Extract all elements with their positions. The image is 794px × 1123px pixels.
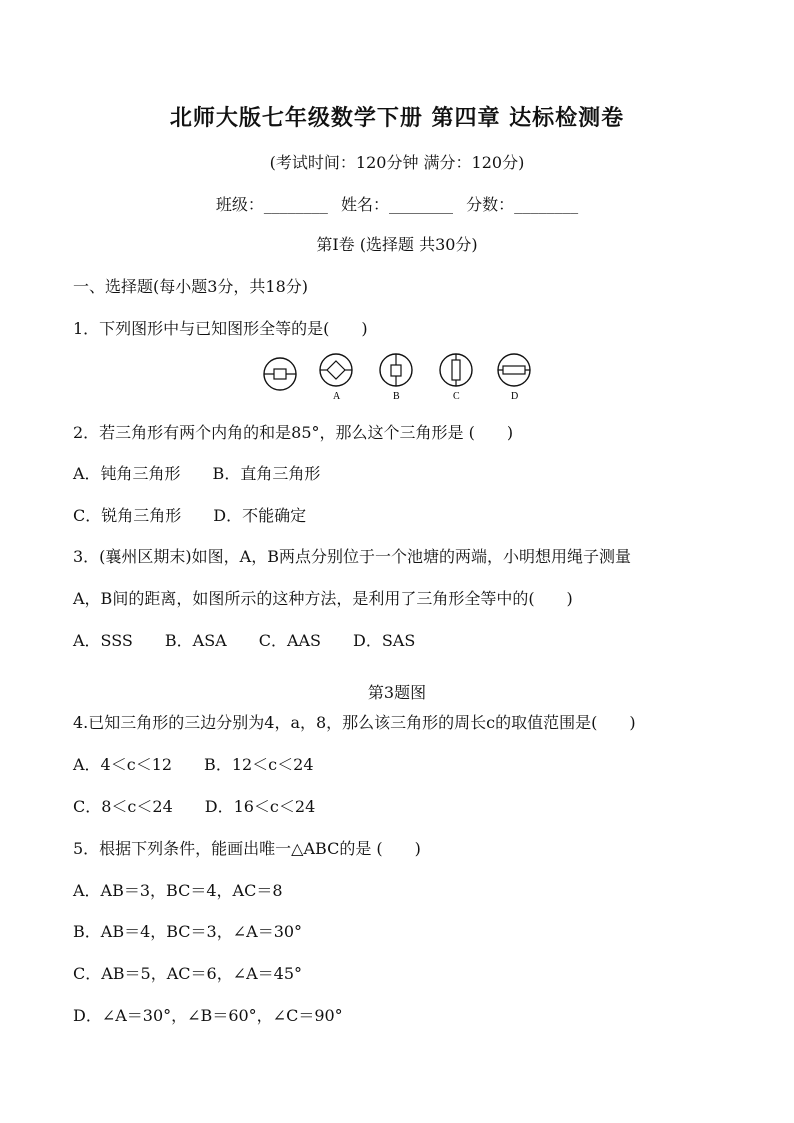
option-a-figure [320, 354, 352, 402]
name-field: 姓名：________ [340, 195, 453, 214]
question-5-option-c: C．AB＝5，AC＝6，∠A＝45° [73, 964, 303, 983]
score-field: 分数：________ [466, 195, 579, 214]
given-figure [264, 358, 296, 390]
page-title: 北师大版七年级数学下册 第四章 达标检测卷 [169, 105, 625, 131]
question-1: 1．下列图形中与已知图形全等的是( ) [73, 319, 368, 338]
question-4: 4.已知三角形的三边分别为4，a，8，那么该三角形的周长c的取值范围是( ) [73, 713, 636, 732]
question-2: 2．若三角形有两个内角的和是85°，那么这个三角形是 ( ) [73, 423, 514, 442]
option-b-label: B [393, 391, 400, 402]
option-b-figure [380, 354, 412, 402]
option-d-figure [498, 354, 530, 402]
student-info-row [0, 192, 794, 215]
question-3-options: A．SSS B．ASA C．AAS D．SAS [73, 631, 416, 650]
question-5-option-a: A．AB＝3，BC＝4，AC＝8 [73, 881, 283, 900]
question-5-option-b: B．AB＝4，BC＝3，∠A＝30° [73, 922, 303, 941]
option-a-label: A [333, 391, 341, 402]
question-2-options-row1: A．钝角三角形 B．直角三角形 [73, 464, 321, 483]
question-3-line1: 3．(襄州区期末)如图，A，B两点分别位于一个池塘的两端，小明想用绳子测量 [73, 547, 631, 566]
option-d-label: D [511, 391, 519, 402]
option-c-figure [440, 354, 472, 402]
exam-info: (考试时间：120分钟 满分：120分) [269, 153, 525, 172]
question-2-options-row2: C．锐角三角形 D．不能确定 [73, 506, 307, 525]
part-heading: 一、选择题(每小题3分，共18分) [73, 277, 309, 296]
question-3-line2: A，B间的距离，如图所示的这种方法，是利用了三角形全等中的( ) [73, 589, 573, 608]
section-title: 第Ⅰ卷 (选择题 共30分) [316, 235, 478, 254]
question-5-option-d: D．∠A＝30°，∠B＝60°，∠C＝90° [73, 1006, 343, 1025]
question-4-options-row2: C．8＜c＜24 D．16＜c＜24 [73, 797, 316, 816]
question-1-figures [258, 350, 548, 408]
question-3-figure-caption: 第3题图 [367, 683, 427, 702]
class-field: 班级：________ [215, 195, 328, 214]
option-c-label: C [453, 391, 460, 402]
question-5: 5．根据下列条件，能画出唯一△ABC的是 ( ) [73, 839, 421, 858]
question-4-options-row1: A．4＜c＜12 B．12＜c＜24 [73, 755, 314, 774]
